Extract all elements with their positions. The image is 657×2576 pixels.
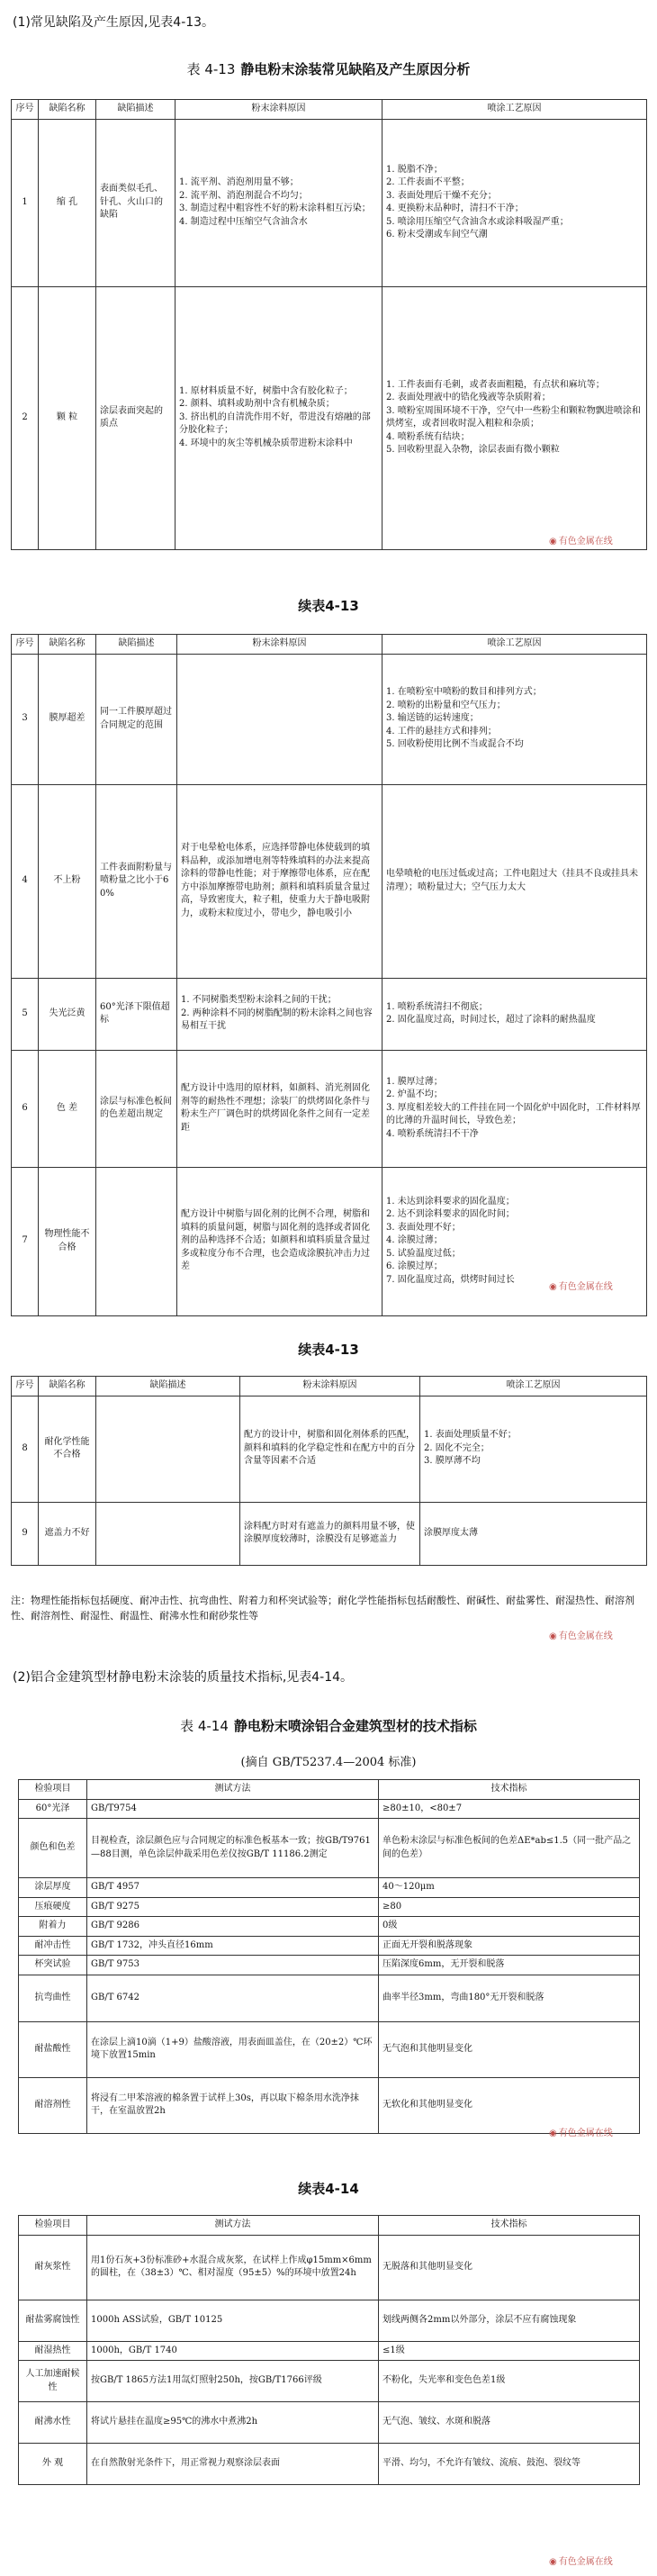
test-method: 在涂层上滴10滴（1+9）盐酸溶液，用表面皿盖住，在（20±2）℃环境下放置15min [87, 2021, 379, 2077]
defect-description: 60°光泽下限值超标 [96, 978, 177, 1050]
section-2-heading: (2)铝合金建筑型材静电粉末涂装的质量技术指标,见表4-14。 [13, 1670, 354, 1685]
watermark: ◉ 有色金属在线 [549, 533, 613, 547]
defect-name: 遮盖力不好 [39, 1502, 96, 1565]
header-cell: 缺陷名称 [39, 100, 96, 120]
table-row [12, 1502, 647, 1565]
table-4-14-caption [0, 1716, 657, 1735]
defect-description: 工件表面附粉量与喷粉量之比小于60% [96, 784, 177, 978]
defect-description: 表面类似毛孔、针孔、火山口的缺陷 [96, 119, 176, 286]
defect-name: 耐化学性能不合格 [39, 1396, 96, 1502]
technical-spec: 40～120μm [379, 1878, 640, 1898]
technical-spec: 无气泡、皱纹、水斑和脱落 [379, 2402, 640, 2444]
header-cell: 缺陷描述 [96, 1377, 240, 1396]
defect-description [96, 1167, 177, 1315]
table-row [12, 978, 647, 1050]
test-method: GB/T 1732，冲头直径16mm [87, 1936, 379, 1956]
header-cell: 序号 [12, 1377, 39, 1396]
table-row [19, 2021, 640, 2077]
test-method: GB/T 4957 [87, 1878, 379, 1898]
row-number: 9 [12, 1502, 39, 1565]
table-row [19, 1878, 640, 1898]
process-cause: 电晕喷枪的电压过低或过高；工件电阻过大（挂具不良或挂具未清理）；喷粉量过大；空气压力太大 [382, 784, 647, 978]
test-item: 外 观 [19, 2444, 87, 2485]
defect-name: 不上粉 [39, 784, 96, 978]
table-row [12, 1050, 647, 1167]
table-row [12, 654, 647, 784]
watermark: ◉ 有色金属在线 [549, 1279, 613, 1292]
header-cell: 序号 [12, 100, 39, 120]
table-row [19, 1799, 640, 1819]
process-cause: 1. 喷粉系统清扫不彻底； 2. 固化温度过高，时间过长，超过了涂料的耐热温度 [382, 978, 647, 1050]
test-method: 在自然散射光条件下，用正常视力观察涂层表面 [87, 2444, 379, 2485]
table-4-13 [11, 99, 647, 550]
table-row [19, 1975, 640, 2021]
technical-spec: 平滑、均匀，不允许有皱纹、流痕、鼓泡、裂纹等 [379, 2444, 640, 2485]
header-cell: 检验项目 [19, 1780, 87, 1800]
defect-name: 失光泛黄 [39, 978, 96, 1050]
test-item: 颜色和色差 [19, 1819, 87, 1878]
technical-spec: 不粉化，失光率和变色色差1级 [379, 2361, 640, 2402]
technical-spec: ≤1级 [379, 2341, 640, 2361]
table-row [19, 1956, 640, 1975]
defect-name: 缩 孔 [39, 119, 96, 286]
table-row [12, 784, 647, 978]
process-cause: 涂膜厚度太薄 [420, 1502, 647, 1565]
technical-spec: ≥80±10，<80±7 [379, 1799, 640, 1819]
table-header-row [19, 2216, 640, 2236]
process-cause: 1. 工件表面有毛刺，或者表面粗糙，有点状和麻坑等； 2. 表面处理液中的锆化残液等杂质附着； 3. 喷粉室周围环境不干净，空气中一些粉尘和颗粒物飘进喷涂和烘烤室，或者回收时混入粗粒和杂质； 4. 喷粉系统有结块； 5. 回收粉里混入杂物，涂层表面有微小颗粒 [382, 286, 647, 549]
header-cell: 缺陷名称 [39, 1377, 96, 1396]
technical-spec: 正面无开裂和脱落现象 [379, 1936, 640, 1956]
table-header-row [19, 1780, 640, 1800]
technical-spec: 无软化和其他明显变化 [379, 2077, 640, 2133]
test-item: 附着力 [19, 1917, 87, 1937]
table-title: 静电粉末喷涂铝合金建筑型材的技术指标 [233, 1718, 477, 1734]
test-item: 抗弯曲性 [19, 1975, 87, 2021]
technical-spec: ≥80 [379, 1897, 640, 1917]
test-item: 耐盐雾腐蚀性 [19, 2300, 87, 2341]
powder-cause: 1. 流平剂、消泡剂用量不够； 2. 流平剂、消泡剂混合不均匀； 3. 制造过程中粗容性不好的粉末涂料相互污染； 4. 制造过程中压缩空气含油含水 [176, 119, 382, 286]
table-4-13-caption [0, 59, 657, 78]
technical-spec: 无脱落和其他明显变化 [379, 2235, 640, 2300]
test-method: GB/T 9753 [87, 1956, 379, 1975]
defect-name: 膜厚超差 [39, 654, 96, 784]
row-number: 8 [12, 1396, 39, 1502]
row-number: 1 [12, 119, 39, 286]
test-item: 耐盐酸性 [19, 2021, 87, 2077]
powder-cause: 1. 原材料质量不好，树脂中含有胶化粒子； 2. 颜料、填料或助剂中含有机械杂质； 3. 挤出机的自清洗作用不好，带进没有熔融的部分胶化粒子； 4. 环境中的灰尘等机械杂质带进粉末涂料中 [176, 286, 382, 549]
table-row [19, 2361, 640, 2402]
header-cell: 测试方法 [87, 1780, 379, 1800]
table-4-13-continued [11, 634, 647, 1316]
technical-spec: 划线两侧各2mm以外部分，涂层不应有腐蚀现象 [379, 2300, 640, 2341]
table-row [19, 2235, 640, 2300]
technical-spec: 曲率半径3mm，弯曲180°无开裂和脱落 [379, 1975, 640, 2021]
header-cell: 粉末涂料原因 [176, 100, 382, 120]
table-row [19, 1897, 640, 1917]
defect-description [96, 1502, 240, 1565]
powder-cause: 涂料配方时对有遮盖力的颜料用量不够，使涂膜厚度较薄时，涂膜没有足够遮盖力 [240, 1502, 420, 1565]
test-item: 耐灰浆性 [19, 2235, 87, 2300]
powder-cause: 配方设计中选用的原材料，如颜料、消光剂固化剂等的耐热性不理想；涂装厂的烘烤固化条件与粉末生产厂调色时的烘烤固化条件之间有一定差距 [177, 1050, 382, 1167]
process-cause: 1. 表面处理质量不好； 2. 固化不完全； 3. 膜厚薄不均 [420, 1396, 647, 1502]
technical-spec: 压陷深度6mm，无开裂和脱落 [379, 1956, 640, 1975]
header-cell: 缺陷名称 [39, 635, 96, 655]
technical-spec: 单色粉末涂层与标准色板间的色差ΔE*ab≤1.5（同一批产品之间的色差） [379, 1819, 640, 1878]
row-number: 3 [12, 654, 39, 784]
header-cell: 缺陷描述 [96, 100, 176, 120]
defect-description: 涂层与标准色板间的色差超出规定 [96, 1050, 177, 1167]
test-method: GB/T 9275 [87, 1897, 379, 1917]
header-cell: 检验项目 [19, 2216, 87, 2236]
watermark: ◉ 有色金属在线 [549, 1628, 613, 1641]
section-1-heading: (1)常见缺陷及产生原因,见表4-13。 [13, 15, 215, 30]
table-row [19, 1819, 640, 1878]
powder-cause: 配方的设计中，树脂和固化剂体系的匹配，颜料和填料的化学稳定性和在配方中的百分含量等因素不合适 [240, 1396, 420, 1502]
test-item: 压痕硬度 [19, 1897, 87, 1917]
test-method: 将浸有二甲苯溶液的棉条置于试样上30s，再以取下棉条用水洗净抹干，在室温放置2h [87, 2077, 379, 2133]
table-4-14-continued-caption: 续表4-14 [298, 2181, 359, 2197]
table-row [12, 1167, 647, 1315]
test-method: 1000h ASS试验，GB/T 10125 [87, 2300, 379, 2341]
powder-cause [177, 654, 382, 784]
defect-name: 物理性能不合格 [39, 1167, 96, 1315]
header-cell: 喷涂工艺原因 [382, 100, 647, 120]
defect-description: 同一工件膜厚超过合同规定的范围 [96, 654, 177, 784]
table-row [19, 2077, 640, 2133]
row-number: 5 [12, 978, 39, 1050]
table-row [19, 1917, 640, 1937]
defect-description [96, 1396, 240, 1502]
table-4-13-continued-2-caption: 续表4-13 [298, 1342, 359, 1358]
test-method: 目视检查，涂层颜色应与合同规定的标准色板基本一致；按GB/T9761—88目测，单色涂层仲裁采用色差仪按GB/T 11186.2测定 [87, 1819, 379, 1878]
header-cell: 喷涂工艺原因 [420, 1377, 647, 1396]
row-number: 7 [12, 1167, 39, 1315]
table-row [12, 286, 647, 549]
powder-cause: 对于电晕枪电体系，应选择带静电体使载到的填料品种，或添加增电剂等特殊填料的办法来提高涂料的带静电性能；对于摩擦带电体系，应在配方中添加摩擦带电助剂；颜料和填料质量含量过高，导致密度大，粒子粗，使重力大于静电吸附力，或粉末粒度过小，带电少，静电吸引小 [177, 784, 382, 978]
test-method: 1000h，GB/T 1740 [87, 2341, 379, 2361]
table-number: 表 4-14 [180, 1718, 229, 1734]
defect-name: 色 差 [39, 1050, 96, 1167]
table-row [19, 2300, 640, 2341]
process-cause: 1. 膜厚过薄； 2. 炉温不均； 3. 厚度相差较大的工件挂在同一个固化炉中固化时，工件材料厚的比薄的升温时间长，导致色差； 4. 喷粉系统清扫不干净 [382, 1050, 647, 1167]
table-4-13-continued-caption: 续表4-13 [298, 598, 359, 614]
table-header-row [12, 1377, 647, 1396]
process-cause: 1. 未达到涂料要求的固化温度； 2. 达不到涂料要求的固化时间； 3. 表面处理不好； 4. 涂膜过薄； 5. 试验温度过低； 6. 涂膜过厚； 7. 固化温度过高，烘烤时间过长 [382, 1167, 647, 1315]
powder-cause: 配方设计中树脂与固化剂的比例不合理，树脂和填料的质量问题，树脂与固化剂的选择或者固化剂的品种选择不合适；如颜料和填料质量含量过多或粒度分布不合理，也会造成涂膜抗冲击力过差 [177, 1167, 382, 1315]
table-row [12, 119, 647, 286]
table-title: 静电粉末涂装常见缺陷及产生原因分析 [240, 61, 471, 77]
table-4-14 [18, 1779, 640, 2134]
row-number: 4 [12, 784, 39, 978]
test-item: 耐冲击性 [19, 1936, 87, 1956]
test-method: 用1份石灰+3份标准砂+水混合成灰浆，在试样上作成φ15mm×6mm的圆柱，在（38±3）℃、相对湿度（95±5）%的环境中放置24h [87, 2235, 379, 2300]
row-number: 6 [12, 1050, 39, 1167]
table-row [19, 2341, 640, 2361]
test-method: GB/T 6742 [87, 1975, 379, 2021]
technical-spec: 无气泡和其他明显变化 [379, 2021, 640, 2077]
test-item: 耐溶剂性 [19, 2077, 87, 2133]
header-cell: 粉末涂料原因 [177, 635, 382, 655]
header-cell: 技术指标 [379, 1780, 640, 1800]
process-cause: 1. 脱脂不净； 2. 工件表面不平整； 3. 表面处理后干燥不充分； 4. 更换粉末品种时，清扫不干净； 5. 喷涂用压缩空气含油含水或涂料吸湿严重； 6. 粉末受潮或车间空气潮 [382, 119, 647, 286]
table-row [12, 1396, 647, 1502]
table-4-14-continued [18, 2215, 640, 2485]
header-cell: 缺陷描述 [96, 635, 177, 655]
test-item: 耐湿热性 [19, 2341, 87, 2361]
process-cause: 1. 在喷粉室中喷粉的数目和排列方式； 2. 喷粉的出粉量和空气压力； 3. 输送链的运转速度； 4. 工件的悬挂方式和排列； 5. 回收粉使用比例不当或混合不均 [382, 654, 647, 784]
test-item: 60°光泽 [19, 1799, 87, 1819]
table-header-row [12, 100, 647, 120]
table-4-14-subtitle: (摘自 GB/T5237.4—2004 标准) [240, 1756, 417, 1769]
header-cell: 技术指标 [379, 2216, 640, 2236]
header-cell: 序号 [12, 635, 39, 655]
test-item: 杯突试验 [19, 1956, 87, 1975]
table-row [19, 2444, 640, 2485]
test-method: GB/T9754 [87, 1799, 379, 1819]
table-4-13-continued-2 [11, 1376, 647, 1566]
test-item: 人工加速耐候性 [19, 2361, 87, 2402]
test-method: 将试片悬挂在温度≥95℃的沸水中煮沸2h [87, 2402, 379, 2444]
defect-name: 颗 粒 [39, 286, 96, 549]
row-number: 2 [12, 286, 39, 549]
table-note: 注：物理性能指标包括硬度、耐冲击性、抗弯曲性、附着力和杯突试验等；耐化学性能指标包括耐酸性、耐碱性、耐盐雾性、耐湿热性、耐溶剂性、耐溶剂性、耐湿性、耐温性、耐沸水性和耐砂浆性等 [11, 1595, 634, 1622]
powder-cause: 1. 不同树脂类型粉末涂料之间的干扰； 2. 两种涂料不同的树脂配制的粉末涂料之间也容易相互干扰 [177, 978, 382, 1050]
header-cell: 喷涂工艺原因 [382, 635, 647, 655]
test-method: GB/T 9286 [87, 1917, 379, 1937]
test-item: 涂层厚度 [19, 1878, 87, 1898]
test-method: 按GB/T 1865方法1用氙灯照射250h，按GB/T1766评级 [87, 2361, 379, 2402]
header-cell: 测试方法 [87, 2216, 379, 2236]
test-item: 耐沸水性 [19, 2402, 87, 2444]
technical-spec: 0级 [379, 1917, 640, 1937]
watermark: ◉ 有色金属在线 [549, 2553, 613, 2567]
header-cell: 粉末涂料原因 [240, 1377, 420, 1396]
table-row [19, 2402, 640, 2444]
defect-description: 涂层表面突起的质点 [96, 286, 176, 549]
table-header-row [12, 635, 647, 655]
table-row [19, 1936, 640, 1956]
watermark: ◉ 有色金属在线 [549, 2125, 613, 2138]
table-number: 表 4-13 [186, 61, 236, 77]
